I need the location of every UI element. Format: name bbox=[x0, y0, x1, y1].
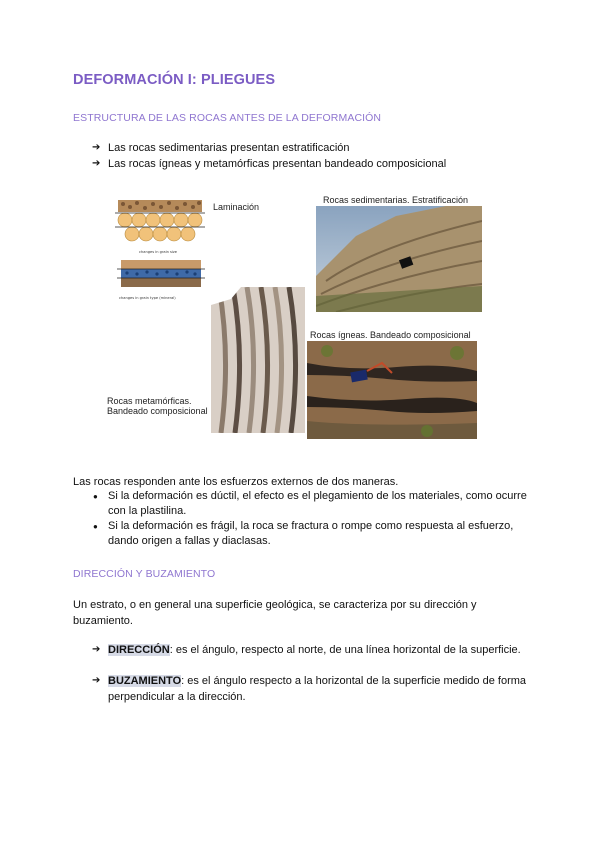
section-heading-structure: ESTRUCTURA DE LAS ROCAS ANTES DE LA DEFORMACIÓN bbox=[73, 112, 382, 124]
buzamiento-text: : es el ángulo respecto a la horizontal de la superficie medido de forma perpendicular a la dirección. bbox=[108, 675, 527, 703]
page-title: DEFORMACIÓN I: PLIEGUES bbox=[73, 72, 276, 88]
buzamiento-definition bbox=[92, 673, 548, 705]
direccion-text: : es el ángulo, respecto al norte, de una línea horizontal de la superficie. bbox=[169, 644, 521, 656]
arrow-icon: ➔ bbox=[92, 675, 101, 686]
metamorphic-rock-photo bbox=[211, 287, 305, 433]
lamination-label: Laminación bbox=[213, 202, 260, 212]
sedimentary-rock-photo bbox=[316, 206, 482, 312]
list-item: ➔ Las rocas ígneas y metamórficas presentan bandeado composicional bbox=[92, 156, 446, 172]
direccion-definition bbox=[92, 642, 548, 658]
direction-paragraph: Un estrato, o en general una superficie geológica, se caracteriza por su dirección y buzamiento. bbox=[73, 599, 477, 627]
arrow-icon: ➔ bbox=[92, 644, 101, 655]
sedimentary-caption: Rocas sedimentarias. Estratificación bbox=[323, 195, 469, 205]
buzamiento-term: BUZAMIENTO bbox=[108, 675, 182, 687]
list-item: ➔ Las rocas sedimentarias presentan estratificación bbox=[92, 140, 446, 156]
list-item: ● Si la deformación es dúctil, el efecto es el plegamiento de los materiales, como ocurre con la plastilina. bbox=[92, 489, 532, 519]
metamorphic-caption-line-1: Rocas metamórficas. bbox=[107, 396, 192, 406]
igneous-rock-photo bbox=[307, 341, 477, 439]
structure-list bbox=[92, 140, 446, 172]
direccion-term: DIRECCIÓN bbox=[108, 644, 170, 656]
metamorphic-caption-line-2: Bandeado composicional bbox=[107, 406, 208, 416]
list-item: ● Si la deformación es frágil, la roca se fractura o rompe como respuesta al esfuerzo, dando origen a fallas y diaclasas. bbox=[92, 519, 532, 549]
sketch-label-grain-size: changes in grain size bbox=[139, 250, 178, 254]
sketch-label-grain-type: changes in grain type (mineral) bbox=[119, 296, 176, 300]
lamination-sketch bbox=[115, 196, 207, 306]
igneous-caption: Rocas ígneas. Bandeado composicional bbox=[310, 330, 471, 340]
intro-paragraph: Las rocas responden ante los esfuerzos externos de dos maneras. bbox=[73, 476, 399, 488]
responses-list bbox=[92, 489, 532, 549]
section-heading-direction: DIRECCIÓN Y BUZAMIENTO bbox=[73, 568, 216, 580]
